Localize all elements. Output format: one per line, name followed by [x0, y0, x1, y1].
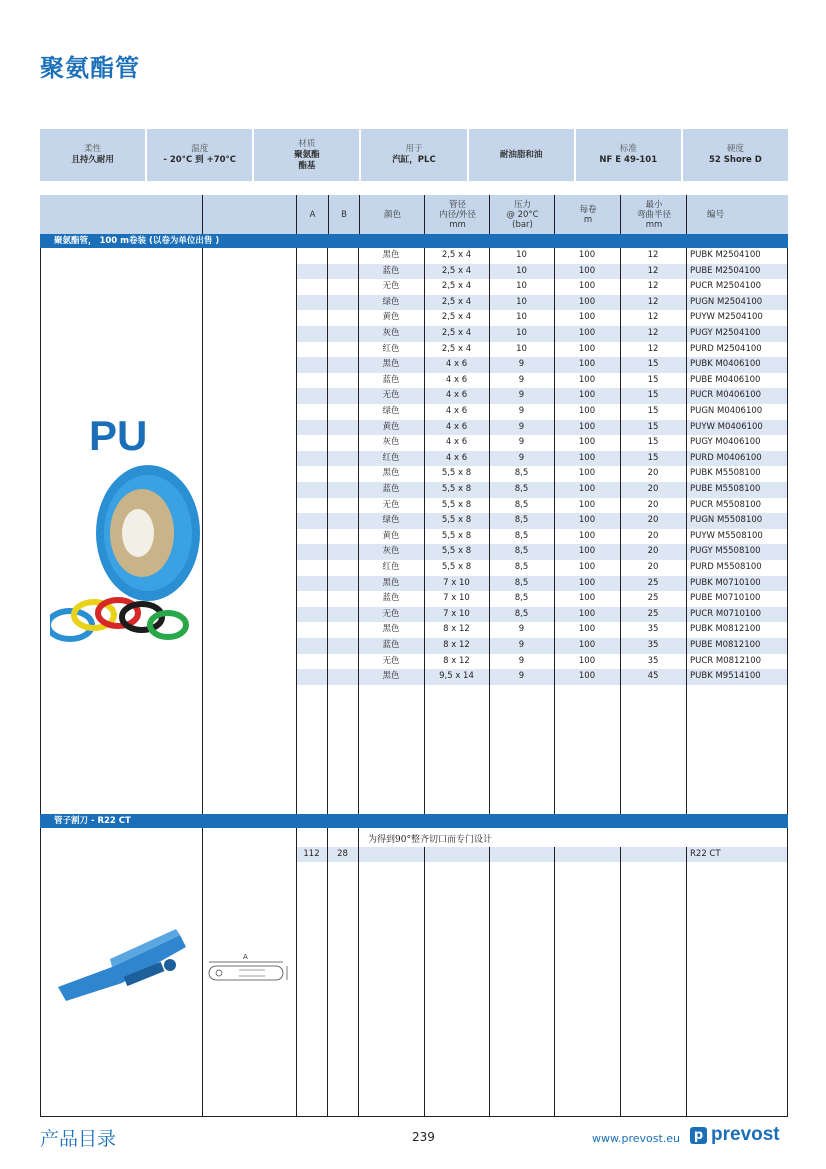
- table-row: [296, 373, 788, 389]
- cell-diameter: 5,5 x 8: [441, 562, 472, 572]
- cell-color: 无色: [382, 390, 400, 401]
- cell-color: 黄色: [382, 530, 400, 541]
- prevost-logo-mark: p: [690, 1127, 707, 1144]
- cell-per-roll: 100: [578, 421, 596, 432]
- feature-top: 柔性: [84, 144, 102, 154]
- cell-pressure: 10: [516, 312, 527, 323]
- table-header: [40, 195, 788, 234]
- cell-code: PUYW M2504100: [690, 312, 763, 323]
- cell-code: PUCR M0812100: [690, 655, 762, 666]
- section-band-pu: 聚氨酯管， 100 m卷装 (以卷为单位出售 ): [40, 234, 788, 248]
- feature-bottom: 汽缸，PLC: [392, 155, 436, 165]
- cell-diameter: 2,5 x 4: [441, 250, 472, 260]
- cell-diameter: 5,5 x 8: [441, 468, 472, 479]
- cell-per-roll: 100: [578, 468, 596, 479]
- cell-bend-radius: 12: [647, 343, 659, 354]
- cell-pressure: 10: [516, 281, 527, 292]
- table-row: [296, 279, 788, 295]
- cell-pressure: 10: [516, 343, 527, 354]
- cell-diameter: 4 x 6: [445, 390, 468, 401]
- cell-diameter: 9,5 x 14: [439, 671, 474, 682]
- cell-diameter: 2,5 x 4: [441, 281, 472, 292]
- cell-code: PUCR M2504100: [690, 281, 762, 292]
- cell-pressure: 8,5: [514, 484, 529, 494]
- cell-pressure: 8,5: [514, 499, 529, 510]
- cell-bend-radius: 25: [647, 608, 659, 619]
- table-row: [296, 248, 788, 264]
- cell-diameter: 7 x 10: [443, 593, 470, 604]
- cell-bend-radius: 20: [647, 499, 659, 510]
- cell-diameter: 4 x 6: [445, 421, 468, 432]
- header-a: A: [296, 195, 328, 234]
- feature-top: 用于: [405, 144, 423, 154]
- cell-pressure: 9: [518, 374, 525, 385]
- cell-color: 红色: [382, 562, 400, 572]
- table-row: [296, 498, 788, 514]
- cell-diameter: 2,5 x 4: [441, 328, 472, 338]
- cell-pressure: 8,5: [514, 468, 529, 479]
- table-row: [296, 388, 788, 404]
- pu-logo-text: PU: [89, 412, 148, 459]
- cell-diameter: 5,5 x 8: [441, 546, 472, 557]
- cell-color: 红色: [382, 452, 400, 463]
- cell-pressure: 9: [518, 437, 525, 448]
- cell-bend-radius: 15: [647, 421, 659, 432]
- feature-top: 标准: [619, 144, 637, 154]
- cell-code: PUBK M2504100: [690, 250, 761, 260]
- cell-pressure: 9: [518, 359, 525, 370]
- cell-color: 灰色: [382, 328, 400, 338]
- cell-code: PUBK M0406100: [690, 359, 761, 370]
- table-row: [296, 310, 788, 326]
- prevost-logo-word: prevost: [711, 1124, 780, 1145]
- cell-color: 无色: [382, 499, 400, 510]
- cell-code: PUBE M2504100: [690, 265, 761, 276]
- cell-bend-radius: 15: [647, 437, 659, 448]
- cell-pressure: 8,5: [514, 562, 529, 572]
- cell-per-roll: 100: [578, 390, 596, 401]
- cell-pressure: 9: [518, 671, 525, 682]
- cell-pressure: 10: [516, 250, 527, 260]
- cell-per-roll: 100: [578, 312, 596, 323]
- footer-catalog-label: 产品目录: [40, 1128, 117, 1150]
- cell-bend-radius: 12: [647, 312, 659, 323]
- feature-top: 材质: [298, 138, 316, 149]
- cell-bend-radius: 20: [647, 484, 659, 494]
- table-row: [296, 420, 788, 436]
- feature-bottom: 耐油脂和油: [499, 149, 543, 160]
- feature-box: [147, 129, 252, 181]
- cell-code: PUYW M0406100: [690, 421, 763, 432]
- cell-per-roll: 100: [578, 671, 596, 682]
- cell-code: PUGY M2504100: [690, 328, 761, 338]
- cell-per-roll: 100: [578, 296, 596, 307]
- cell-color: 蓝色: [382, 593, 400, 604]
- table-row: [296, 622, 788, 638]
- cell-code: PUBE M0406100: [690, 374, 761, 385]
- table-row: [296, 560, 788, 576]
- header-color: 颜色: [359, 195, 425, 234]
- cell-code: R22 CT: [690, 849, 721, 859]
- cell-color: 灰色: [382, 437, 400, 448]
- cell-bend-radius: 35: [647, 624, 659, 635]
- cell-pressure: 10: [516, 296, 527, 307]
- cell-diameter: 4 x 6: [445, 359, 468, 370]
- cell-code: PUBK M0812100: [690, 624, 761, 635]
- cell-diameter: 5,5 x 8: [441, 530, 472, 541]
- cell-diameter: 4 x 6: [445, 406, 468, 416]
- cell-per-roll: 100: [578, 593, 596, 604]
- cell-pressure: 8,5: [514, 593, 529, 604]
- cell-diameter: 7 x 10: [443, 577, 470, 588]
- cell-bend-radius: 20: [647, 468, 659, 479]
- cell-diameter: 8 x 12: [443, 655, 470, 666]
- cell-bend-radius: 20: [647, 546, 659, 557]
- table-row: [296, 451, 788, 467]
- cell-per-roll: 100: [578, 281, 596, 292]
- header-b: B: [328, 195, 359, 234]
- cell-color: 蓝色: [382, 265, 400, 276]
- cell-per-roll: 100: [578, 452, 596, 463]
- feature-bottom: - 20°C 到 +70°C: [163, 155, 237, 165]
- feature-box: [469, 129, 574, 181]
- cell-code: PUYW M5508100: [690, 530, 763, 541]
- table-row: [296, 404, 788, 420]
- cell-diameter: 2,5 x 4: [441, 343, 472, 354]
- cell-bend-radius: 20: [647, 515, 659, 526]
- cutter-note: 为得到90°整齐切口而专门设计: [368, 835, 492, 845]
- cutter-dimension-drawing: [205, 950, 297, 990]
- cell-per-roll: 100: [578, 328, 596, 338]
- cell-color: 蓝色: [382, 374, 400, 385]
- cell-per-roll: 100: [578, 640, 596, 650]
- table-row: [296, 357, 788, 373]
- table-row: [296, 669, 788, 685]
- table-row: [296, 513, 788, 529]
- cell-diameter: 2,5 x 4: [441, 312, 472, 323]
- header-pressure: 压力 @ 20°C (bar): [489, 195, 555, 234]
- cell-bend-radius: 12: [647, 328, 659, 338]
- cell-color: 无色: [382, 608, 400, 619]
- cell-code: PUBK M9514100: [690, 671, 761, 682]
- table-row: [296, 435, 788, 451]
- cell-per-roll: 100: [578, 562, 596, 572]
- table-row: [296, 638, 788, 654]
- cell-color: 黄色: [382, 421, 400, 432]
- cell-bend-radius: 12: [647, 296, 659, 307]
- cell-color: 黑色: [382, 359, 400, 370]
- cell-per-roll: 100: [578, 530, 596, 541]
- cell-pressure: 9: [518, 421, 525, 432]
- cell-color: 蓝色: [382, 640, 400, 650]
- header-bend-radius: 最小 弯曲半径 mm: [620, 195, 687, 234]
- cell-pressure: 9: [518, 390, 525, 401]
- cell-per-roll: 100: [578, 437, 596, 448]
- cell-bend-radius: 25: [647, 593, 659, 604]
- cell-bend-radius: 12: [647, 250, 659, 260]
- cell-diameter: 2,5 x 4: [441, 265, 472, 276]
- cell-per-roll: 100: [578, 499, 596, 510]
- cell-bend-radius: 20: [647, 530, 659, 541]
- cell-per-roll: 100: [578, 359, 596, 370]
- header-per-roll: 每卷 m: [554, 195, 621, 234]
- table-row: [296, 264, 788, 280]
- feature-top: 硬度: [726, 144, 744, 154]
- cell-color: 绿色: [382, 296, 400, 307]
- cell-bend-radius: 35: [647, 640, 659, 650]
- cell-per-roll: 100: [578, 343, 596, 354]
- cell-diameter: 5,5 x 8: [441, 484, 472, 494]
- cell-diameter: 4 x 6: [445, 437, 468, 448]
- pu-tube-reel-image: [50, 465, 200, 645]
- prevost-logo: [690, 1124, 780, 1146]
- cell-diameter: 4 x 6: [445, 452, 468, 463]
- cell-b: 28: [337, 849, 348, 859]
- dimension-label-a: A: [243, 953, 248, 961]
- cell-pressure: 10: [516, 265, 527, 276]
- cell-color: 无色: [382, 281, 400, 292]
- cell-diameter: 7 x 10: [443, 608, 470, 619]
- table-row: [296, 591, 788, 607]
- cell-diameter: 5,5 x 8: [441, 499, 472, 510]
- table-row: [296, 607, 788, 623]
- cell-bend-radius: 15: [647, 374, 659, 385]
- table-row: [296, 326, 788, 342]
- cell-per-roll: 100: [578, 608, 596, 619]
- cell-bend-radius: 20: [647, 562, 659, 572]
- footer-url[interactable]: www.prevost.eu: [592, 1132, 681, 1145]
- cell-pressure: 9: [518, 624, 525, 635]
- feature-box: [40, 129, 145, 181]
- cell-bend-radius: 15: [647, 359, 659, 370]
- cell-per-roll: 100: [578, 655, 596, 666]
- cell-color: 红色: [382, 343, 400, 354]
- header-diameter: 管径 内径/外径 mm: [424, 195, 490, 234]
- cell-code: PUCR M0710100: [690, 608, 762, 619]
- feature-bottom: 聚氨酯 酯基: [294, 149, 320, 171]
- cell-code: PUBE M0710100: [690, 593, 761, 604]
- cell-code: PUCR M5508100: [690, 499, 762, 510]
- cell-color: 黑色: [382, 624, 400, 635]
- table-row: [296, 529, 788, 545]
- cell-color: 黑色: [382, 671, 400, 682]
- cell-bend-radius: 15: [647, 390, 659, 401]
- cell-pressure: 8,5: [514, 577, 529, 588]
- cell-pressure: 8,5: [514, 546, 529, 557]
- cell-bend-radius: 12: [647, 281, 659, 292]
- cell-color: 绿色: [382, 515, 400, 526]
- cell-pressure: 8,5: [514, 530, 529, 541]
- feature-bottom: NF E 49-101: [599, 155, 658, 165]
- table-row: [296, 576, 788, 592]
- cell-code: PUBE M5508100: [690, 484, 761, 494]
- cell-code: PUGY M0406100: [690, 437, 761, 448]
- feature-box: [254, 129, 359, 181]
- cell-diameter: 5,5 x 8: [441, 515, 472, 526]
- cell-code: PUGY M5508100: [690, 546, 761, 557]
- header-code: 编号: [686, 195, 788, 234]
- cell-color: 黑色: [382, 577, 400, 588]
- cell-per-roll: 100: [578, 577, 596, 588]
- feature-box: [576, 129, 681, 181]
- cell-per-roll: 100: [578, 265, 596, 276]
- cell-per-roll: 100: [578, 484, 596, 494]
- cell-bend-radius: 12: [647, 265, 659, 276]
- cell-code: PUGN M0406100: [690, 406, 763, 416]
- table-row: [296, 847, 788, 862]
- cell-diameter: 8 x 12: [443, 624, 470, 635]
- cell-per-roll: 100: [578, 515, 596, 526]
- cell-color: 黑色: [382, 250, 400, 260]
- cell-pressure: 10: [516, 328, 527, 338]
- cell-code: PUBK M5508100: [690, 468, 761, 479]
- feature-bar: [40, 129, 788, 181]
- cell-pressure: 9: [518, 452, 525, 463]
- table-row: [296, 482, 788, 498]
- cell-bend-radius: 25: [647, 577, 659, 588]
- section-band-cutter: 管子割刀 - R22 CT: [40, 814, 788, 828]
- cell-diameter: 8 x 12: [443, 640, 470, 650]
- cell-bend-radius: 15: [647, 406, 659, 416]
- cell-color: 灰色: [382, 546, 400, 557]
- table-row: [296, 342, 788, 358]
- cell-code: PUBE M0812100: [690, 640, 761, 650]
- feature-bottom: 且持久耐用: [71, 155, 114, 165]
- cell-color: 蓝色: [382, 484, 400, 494]
- cell-pressure: 9: [518, 640, 525, 650]
- cell-per-roll: 100: [578, 546, 596, 557]
- table-row: [296, 654, 788, 670]
- table-row: [296, 466, 788, 482]
- cell-pressure: 8,5: [514, 608, 529, 619]
- cell-per-roll: 100: [578, 250, 596, 260]
- header-divider: [202, 195, 203, 234]
- cell-color: 黄色: [382, 312, 400, 323]
- cell-code: PURD M2504100: [690, 343, 762, 354]
- cell-pressure: 8,5: [514, 515, 529, 526]
- cell-diameter: 4 x 6: [445, 374, 468, 385]
- cell-code: PUGN M2504100: [690, 296, 763, 307]
- cell-color: 无色: [382, 655, 400, 666]
- feature-top: 温度: [191, 144, 209, 154]
- cell-code: PURD M5508100: [690, 562, 762, 572]
- feature-box: [683, 129, 788, 181]
- cell-code: PUGN M5508100: [690, 515, 763, 526]
- cell-per-roll: 100: [578, 374, 596, 385]
- cell-code: PUCR M0406100: [690, 390, 762, 401]
- cell-code: PUBK M0710100: [690, 577, 761, 588]
- table-row: [296, 295, 788, 311]
- cell-color: 绿色: [382, 406, 400, 416]
- page-number: 239: [412, 1130, 435, 1144]
- cell-bend-radius: 15: [647, 452, 659, 463]
- page-title: 聚氨酯管: [40, 54, 140, 82]
- cell-code: PURD M0406100: [690, 452, 762, 463]
- cell-bend-radius: 35: [647, 655, 659, 666]
- feature-bottom: 52 Shore D: [709, 155, 762, 165]
- tube-cutter-image: [52, 925, 192, 1005]
- cell-pressure: 9: [518, 406, 525, 416]
- cell-color: 黑色: [382, 468, 400, 479]
- feature-box: [361, 129, 466, 181]
- table-row: [296, 544, 788, 560]
- cell-pressure: 9: [518, 655, 525, 666]
- cell-a: 112: [303, 849, 320, 859]
- cell-per-roll: 100: [578, 624, 596, 635]
- cell-per-roll: 100: [578, 406, 596, 416]
- cell-bend-radius: 45: [647, 671, 659, 682]
- cell-diameter: 2,5 x 4: [441, 296, 472, 307]
